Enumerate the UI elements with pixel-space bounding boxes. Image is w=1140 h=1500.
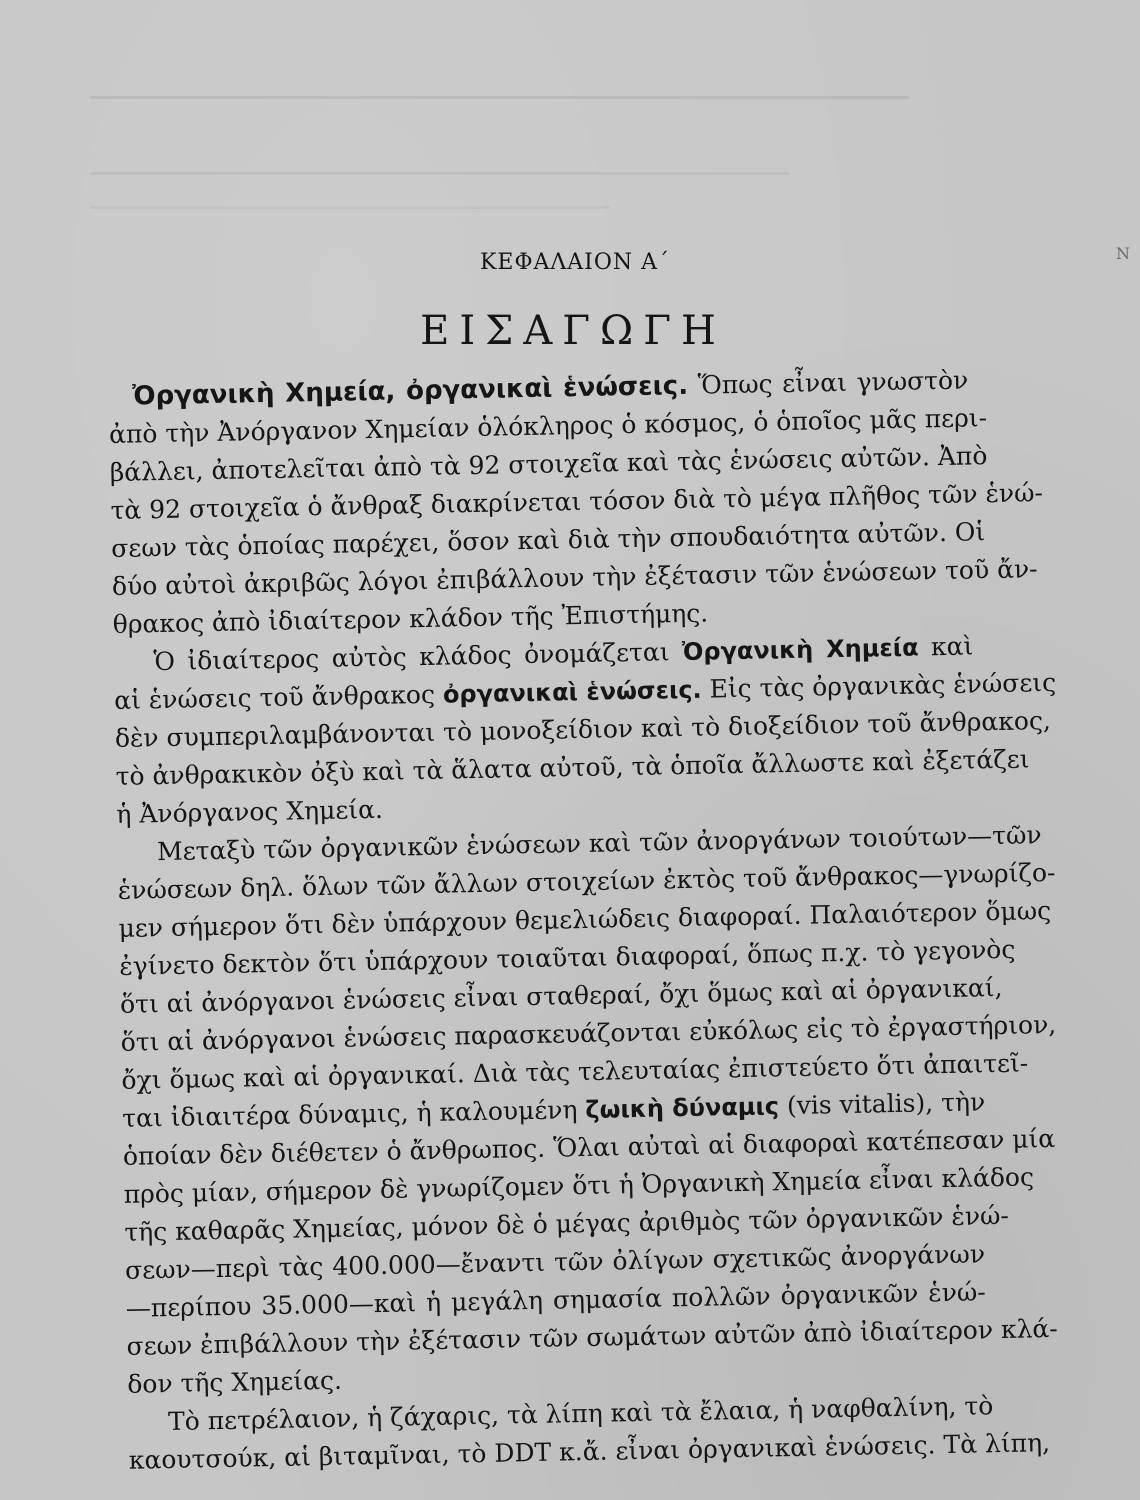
text-line: ἐγίνετο δεκτὸν ὅτι ὑπάρχουν τοιαῦται διαφοραί, ὅπως π.χ. τὸ γεγονὸς: [119, 934, 1016, 981]
text-line: δὲν συμπεριλαμβάνονται τὸ μονοξείδιον καὶ τὸ διοξείδιον τοῦ ἄνθρακος,: [114, 705, 1052, 753]
text-segment: Ὅπως εἶναι γνωστὸν: [697, 365, 969, 400]
bleed-through-mark: [90, 96, 910, 99]
text-line: Μεταξὺ τῶν ὀργανικῶν ἑνώσεων καὶ τῶν ἀνοργάνων τοιούτων—τῶν: [156, 820, 1042, 867]
bold-term: ὀργανικαὶ ἑνώσεις.: [442, 675, 702, 709]
text-line: σεων τὰς ὁποίας παρέχει, ὅσον καὶ διὰ τὴν σπουδαιότητα αὐτῶν. Οἱ: [110, 517, 986, 563]
text-line: θρακος ἀπὸ ἰδιαίτερον κλάδον τῆς Ἐπιστήμης.: [112, 598, 709, 639]
text-line: Τὸ πετρέλαιον, ἡ ζάχαρις, τὰ λίπη καὶ τὰ ἔλαια, ἡ ναφθαλίνη, τὸ: [167, 1391, 994, 1437]
text-line: ἡ Ἀνόργανος Χημεία.: [116, 794, 384, 829]
text-line: —περίπου 35.000—καὶ ἡ μεγάλη σημασία πολλῶν ὀργανικῶν ἑνώ-: [125, 1277, 986, 1323]
text-line: δον τῆς Χημείας.: [127, 1365, 343, 1399]
bleed-through-mark: [90, 172, 790, 175]
text-line: τὸ ἀνθρακικὸν ὀξὺ καὶ τὰ ἅλατα αὐτοῦ, τὰ ὁποῖα ἄλλωστε καὶ ἐξετάζει: [115, 744, 1030, 791]
text-line: τῆς καθαρᾶς Χημείας, μόνον δὲ ὁ μέγας ἀριθμὸς τῶν ὀργανικῶν ἑνώ-: [124, 1200, 1010, 1247]
text-segment: Ὁ ἰδιαίτερος αὐτὸς κλάδος ὀνομάζεται: [153, 637, 670, 677]
text-line: ἑνώσεων δηλ. ὅλων τῶν ἄλλων στοιχείων ἐκτὸς τοῦ ἄνθρακος—γνωρίζο-: [117, 857, 1056, 905]
text-segment: ται ἰδιαιτέρα δύναμις, ἡ καλουμένη: [121, 1095, 578, 1133]
chapter-label: ΚΕΦΑΛΑΙΟΝ Α΄: [479, 250, 671, 275]
text-line: πρὸς μίαν, σήμερον δὲ γνωρίζομεν ὅτι ἡ Ὀργανικὴ Χημεία εἶναι κλάδος: [123, 1162, 1035, 1209]
text-line: δύο αὐτοὶ ἀκριβῶς λόγοι ἐπιβάλλουν τὴν ἐξέτασιν τῶν ἑνώσεων τοῦ ἄν-: [111, 554, 1038, 601]
text-segment: Εἰς τὰς ὀργανικὰς ἑνώσεις: [709, 667, 1057, 704]
text-segment: (vis vitalis), τὴν: [786, 1087, 986, 1121]
bold-term: Ὀργανικὴ Χημεία: [681, 633, 919, 667]
body-text: [108, 361, 1059, 1479]
text-line: βάλλει, ἀποτελεῖται ἀπὸ τὰ 92 στοιχεῖα καὶ τὰς ἑνώσεις αὐτῶν. Ἀπὸ: [109, 441, 988, 487]
section-heading: Ὀργανικὴ Χημεία, ὀργανικαὶ ἑνώσεις.: [132, 370, 689, 412]
page-edge-mark: Ν: [1116, 244, 1130, 263]
bold-term: ζωικὴ δύναμις: [585, 1092, 780, 1124]
chapter-title: ΕΙΣΑΓΩΓΗ: [420, 308, 726, 354]
text-line: καουτσούκ, αἱ βιταμῖναι, τὸ DDT κ.ἄ. εἶναι ὀργανικαὶ ἑνώσεις. Τὰ λίπη,: [128, 1428, 1051, 1475]
text-line: σεων ἐπιβάλλουν τὴν ἐξέτασιν τῶν σωμάτων αὐτῶν ἀπὸ ἰδιαίτερον κλά-: [126, 1313, 1059, 1361]
bleed-through-mark: [90, 206, 610, 209]
text-line: ὁποίαν δὲν διέθετεν ὁ ἄνθρωπος. Ὅλαι αὐταὶ αἱ διαφοραὶ κατέπεσαν μία: [122, 1123, 1056, 1171]
text-line: ὄχι ὅμως καὶ αἱ ὀργανικαί. Διὰ τὰς τελευταίας ἐπιστεύετο ὅτι ἀπαιτεῖ-: [121, 1048, 1029, 1095]
text-segment: καὶ: [930, 631, 974, 662]
text-line: τὰ 92 στοιχεῖα ὁ ἄνθραξ διακρίνεται τόσον διὰ τὸ μέγα πλῆθος τῶν ἑνώ-: [110, 478, 1044, 525]
text-line: μεν σήμερον ὅτι δὲν ὑπάρχουν θεμελιώδεις διαφοραί. Παλαιότερον ὅμως: [118, 895, 1052, 943]
text-line: ὅτι αἱ ἀνόργανοι ἑνώσεις παρασκευάζονται εὐκόλως εἰς τὸ ἐργαστήριον,: [120, 1009, 1057, 1057]
text-line: ὅτι αἱ ἀνόργανοι ἑνώσεις εἶναι σταθεραί, ὄχι ὅμως καὶ αἱ ὀργανικαί,: [119, 972, 1003, 1019]
text-line: ἀπὸ τὴν Ἀνόργανον Χημείαν ὁλόκληρος ὁ κόσμος, ὁ ὁποῖος μᾶς περι-: [108, 403, 988, 449]
text-line: σεων—περὶ τὰς 400.000—ἔναντι τῶν ὀλίγων σχετικῶς ἀνοργάνων: [124, 1239, 986, 1285]
text-segment: αἱ ἑνώσεις τοῦ ἄνθρακος: [113, 679, 436, 715]
